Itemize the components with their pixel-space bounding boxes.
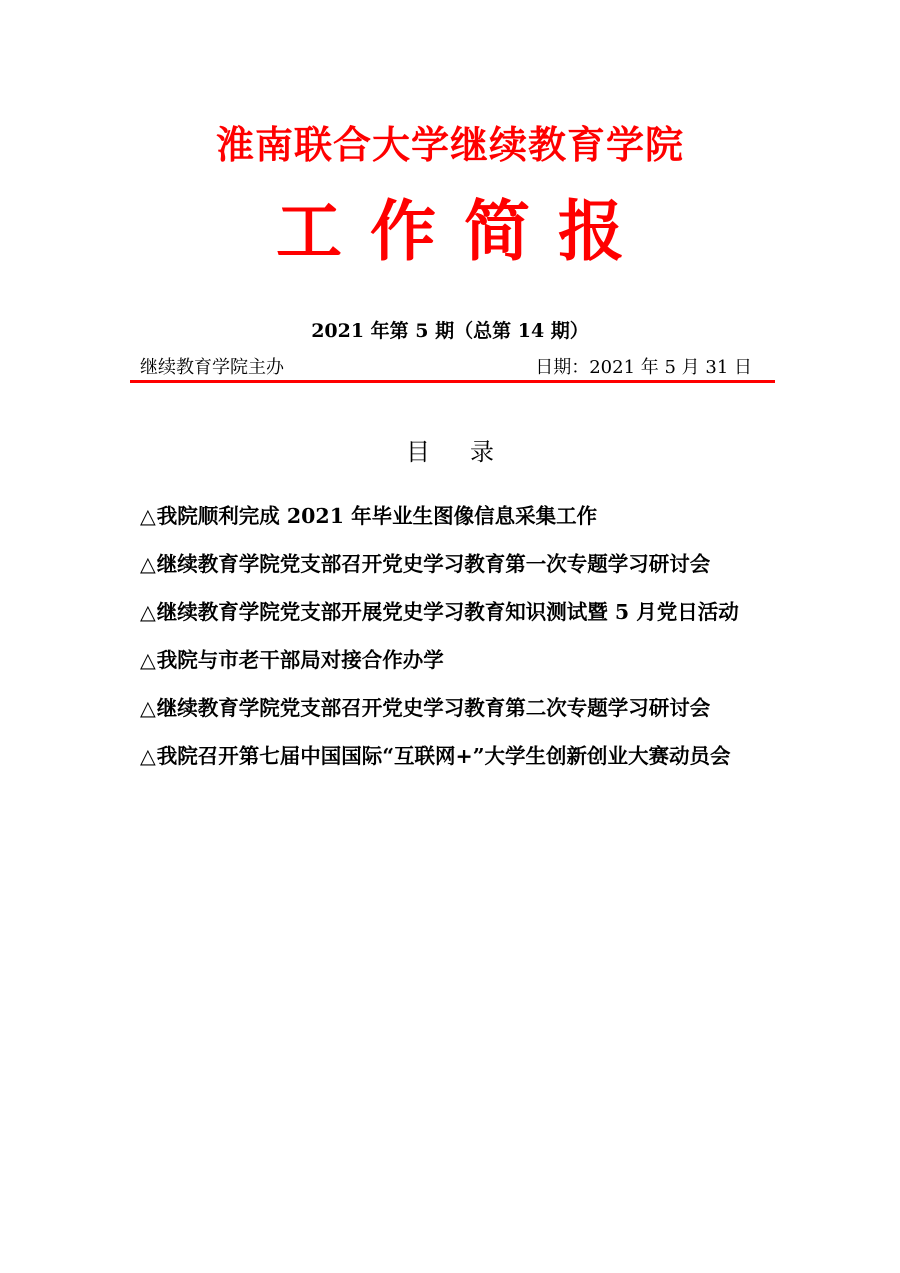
- toc-item: [140, 591, 780, 634]
- toc-item-text: 我院与市老干部局对接合作办学: [156, 648, 444, 672]
- toc-item-text: 我院顺利完成 2021 年毕业生图像信息采集工作: [156, 504, 598, 528]
- toc-item-text: 继续教育学院党支部召开党史学习教育第一次专题学习研讨会: [156, 552, 711, 576]
- toc-item-text: 我院召开第七届中国国际“互联网+”大学生创新创业大赛动员会: [156, 744, 731, 768]
- toc-item-text: 继续教育学院党支部开展党史学习教育知识测试暨 5 月党日活动: [156, 600, 739, 624]
- triangle-bullet-icon: △: [140, 744, 156, 768]
- publish-date: 日期：2021 年 5 月 31 日: [535, 357, 752, 378]
- toc-item-text: 继续教育学院党支部召开党史学习教育第二次专题学习研讨会: [156, 696, 711, 720]
- bulletin-title: 工作简报: [276, 193, 652, 270]
- organizer: 继续教育学院主办: [140, 357, 284, 378]
- header-divider: [130, 380, 775, 383]
- triangle-bullet-icon: △: [140, 696, 156, 720]
- toc-list: [140, 495, 780, 783]
- toc-item: [140, 639, 780, 682]
- toc-item: [140, 735, 780, 778]
- toc-item: [140, 543, 780, 586]
- triangle-bullet-icon: △: [140, 600, 156, 624]
- triangle-bullet-icon: △: [140, 648, 156, 672]
- triangle-bullet-icon: △: [140, 552, 156, 576]
- institution-name: 淮南联合大学继续教育学院: [215, 123, 684, 167]
- toc-item: [140, 495, 780, 538]
- triangle-bullet-icon: △: [140, 504, 156, 528]
- meta-row: [140, 355, 760, 381]
- toc-heading: 目录: [406, 438, 534, 466]
- toc-item: [140, 687, 780, 730]
- issue-number: 2021 年第 5 期（总第 14 期）: [311, 320, 589, 342]
